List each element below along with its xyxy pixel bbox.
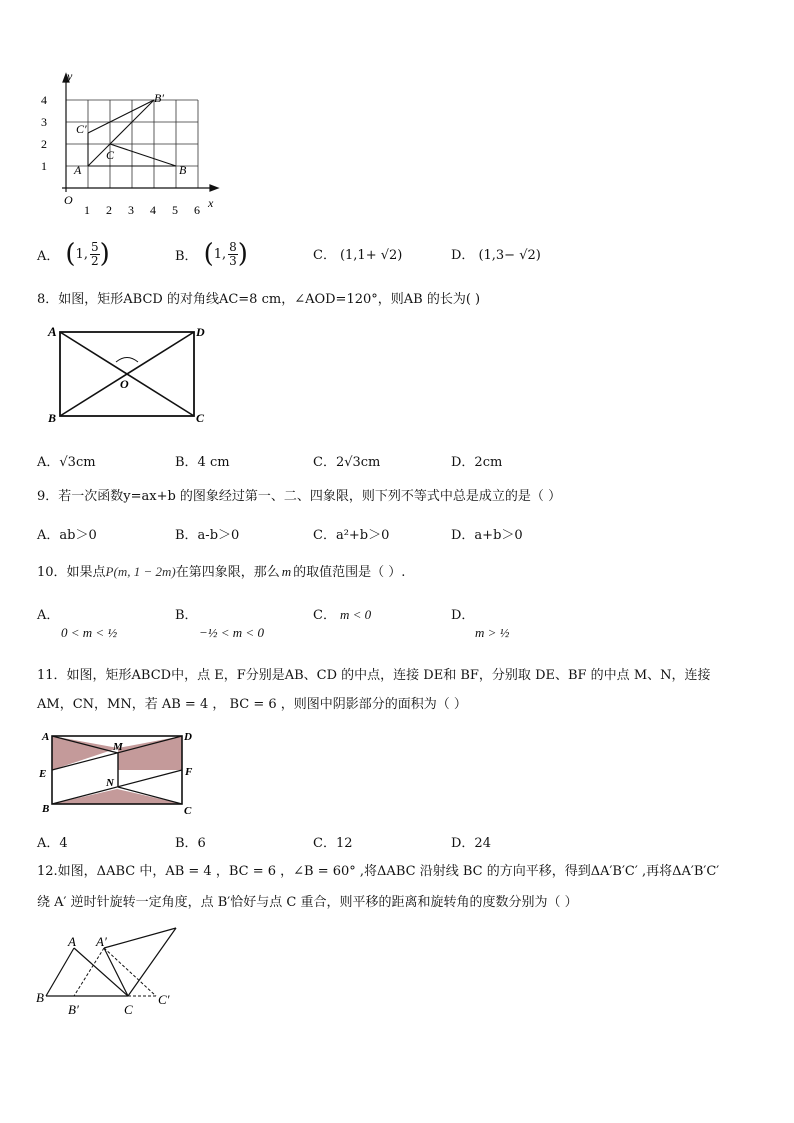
q11-option-c: C．12: [313, 836, 353, 851]
q7-option-b: B． ( 1, 8 3 ): [175, 239, 248, 269]
q11-stem-line1: 11．如图，矩形ABCD中，点 E，F分别是AB、CD 的中点，连接 DE和 BF，分别取 DE、BF 的中点 M、N，连接: [37, 668, 711, 683]
svg-text:4: 4: [150, 203, 156, 217]
q9-option-d: D．a+b＞0: [451, 528, 523, 543]
svg-text:A: A: [74, 163, 82, 177]
svg-text:2: 2: [41, 137, 47, 151]
fraction: 8 3: [229, 239, 237, 268]
svg-text:C: C: [184, 805, 192, 817]
x-axis-label: x: [208, 196, 214, 210]
svg-text:3: 3: [128, 203, 134, 217]
svg-text:M: M: [113, 741, 123, 753]
x-tick-labels: [84, 203, 200, 217]
svg-text:N: N: [106, 777, 114, 789]
svg-text:C: C: [124, 1002, 133, 1017]
svg-text:6: 6: [194, 203, 200, 217]
q12-stem-line1: 12.如图，ΔABC 中，AB = 4 ，BC = 6 ，∠B = 60° ,将ΔABC 沿射线 BC 的方向平移，得到ΔA′B′C′ ,再将ΔA′B′C′: [37, 864, 720, 879]
svg-text:B: B: [179, 163, 187, 177]
q8-option-b: B．4 cm: [175, 455, 230, 470]
y-axis-label: y: [67, 70, 73, 83]
svg-text:B′: B′: [68, 1002, 79, 1017]
svg-text:A: A: [68, 934, 76, 949]
q9-stem: 9．若一次函数y=ax+b 的图象经过第一、二、四象限，则下列不等式中总是成立的是（ ）: [37, 489, 562, 504]
svg-text:A: A: [48, 324, 57, 339]
svg-text:D: D: [196, 325, 205, 339]
q8-option-c: C．2√3cm: [313, 455, 381, 470]
q11-option-d: D．24: [451, 836, 491, 851]
q12-triangle-figure: [36, 922, 196, 1022]
svg-text:1: 1: [84, 203, 90, 217]
svg-text:B′: B′: [154, 91, 164, 105]
q10-option-d: D． m > ½: [451, 608, 510, 640]
q7-option-a: A． ( 1, 5 2 ): [37, 239, 110, 269]
q11-option-b: B．6: [175, 836, 206, 851]
svg-text:4: 4: [41, 93, 47, 107]
svg-text:A′: A′: [96, 934, 107, 949]
q9-option-c: C．a²+b＞0: [313, 528, 390, 543]
svg-text:F: F: [185, 766, 193, 778]
svg-text:C: C: [196, 411, 205, 425]
svg-text:B: B: [42, 803, 50, 815]
q12-stem-line2: 绕 A′ 逆时针旋转一定角度，点 B′恰好与点 C 重合，则平移的距离和旋转角的度数分别为（ ）: [37, 895, 578, 910]
q7-coordinate-figure: [36, 70, 236, 220]
svg-text:5: 5: [172, 203, 178, 217]
svg-text:A: A: [42, 731, 50, 743]
q7-option-c: C． (1,1+ √2): [313, 248, 403, 263]
y-tick-labels: [41, 93, 47, 173]
svg-text:O: O: [120, 377, 129, 391]
svg-text:B: B: [48, 411, 57, 425]
svg-text:C: C: [106, 148, 115, 162]
q10-option-b: B． −½ < m < 0: [175, 608, 264, 640]
svg-text:C′: C′: [158, 992, 170, 1007]
svg-text:3: 3: [41, 115, 47, 129]
q9-option-b: B．a-b＞0: [175, 528, 240, 543]
origin-label: O: [64, 193, 73, 207]
svg-text:D: D: [184, 731, 192, 743]
q7-option-d: D． (1,3− √2): [451, 248, 541, 263]
q8-option-a: A．√3cm: [37, 455, 96, 470]
q8-option-d: D．2cm: [451, 455, 503, 470]
q9-option-a: A．ab＞0: [37, 528, 97, 543]
q8-rectangle-figure: [44, 322, 214, 428]
q8-stem: 8．如图，矩形ABCD 的对角线AC=8 cm，∠AOD=120°，则AB 的长为( ): [37, 292, 481, 307]
svg-text:C′: C′: [76, 122, 87, 136]
svg-text:1: 1: [41, 159, 47, 173]
q10-option-a: A． 0 < m < ½: [37, 608, 118, 640]
fraction: 5 2: [90, 239, 99, 268]
q11-stem-line2: AM，CN，MN，若 AB = 4 ， BC = 6 ，则图中阴影部分的面积为（ ）: [37, 697, 467, 712]
q11-rectangle-figure: [34, 728, 214, 818]
svg-text:B: B: [36, 990, 44, 1005]
svg-text:E: E: [39, 768, 47, 780]
q11-option-a: A．4: [37, 836, 68, 851]
q10-option-c: C． m < 0: [313, 607, 372, 623]
q10-stem: 10．如果点P(m, 1 − 2m)在第四象限，那么 m 的取值范围是（ ）.: [37, 564, 406, 580]
svg-text:2: 2: [106, 203, 112, 217]
